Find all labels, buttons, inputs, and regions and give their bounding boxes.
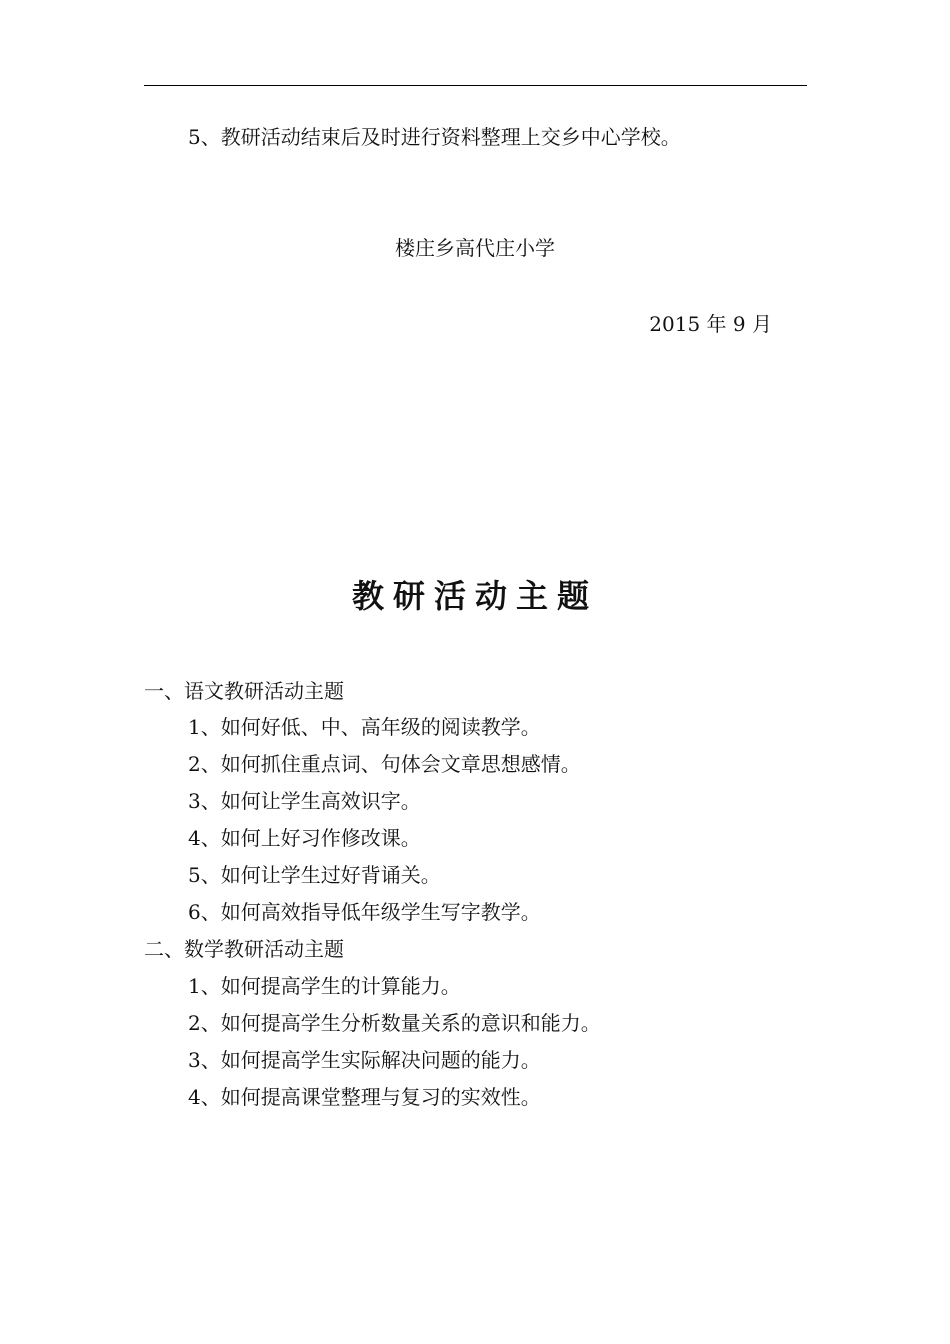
section-heading-chinese: 一、语文教研活动主题 xyxy=(144,679,344,703)
section-heading-math: 二、数学教研活动主题 xyxy=(144,937,344,961)
list-item: 5、如何让学生过好背诵关。 xyxy=(188,863,441,887)
list-item: 4、如何提高课堂整理与复习的实效性。 xyxy=(188,1085,541,1109)
signature-date: 2015 年 9 月 xyxy=(649,312,772,336)
list-item: 6、如何高效指导低年级学生写字教学。 xyxy=(188,900,541,924)
list-item: 2、如何抓住重点词、句体会文章思想感情。 xyxy=(188,752,581,776)
list-item: 1、如何提高学生的计算能力。 xyxy=(188,974,461,998)
list-item: 3、如何让学生高效识字。 xyxy=(188,789,421,813)
list-item: 4、如何上好习作修改课。 xyxy=(188,826,421,850)
header-rule xyxy=(144,85,807,86)
document-title: 教研活动主题 xyxy=(351,577,598,615)
school-signature: 楼庄乡高代庄小学 xyxy=(395,236,555,260)
list-item: 1、如何好低、中、高年级的阅读教学。 xyxy=(188,715,541,739)
carry-over-item-5: 5、教研活动结束后及时进行资料整理上交乡中心学校。 xyxy=(188,125,681,149)
list-item: 3、如何提高学生实际解决问题的能力。 xyxy=(188,1048,541,1072)
list-item: 2、如何提高学生分析数量关系的意识和能力。 xyxy=(188,1011,601,1035)
